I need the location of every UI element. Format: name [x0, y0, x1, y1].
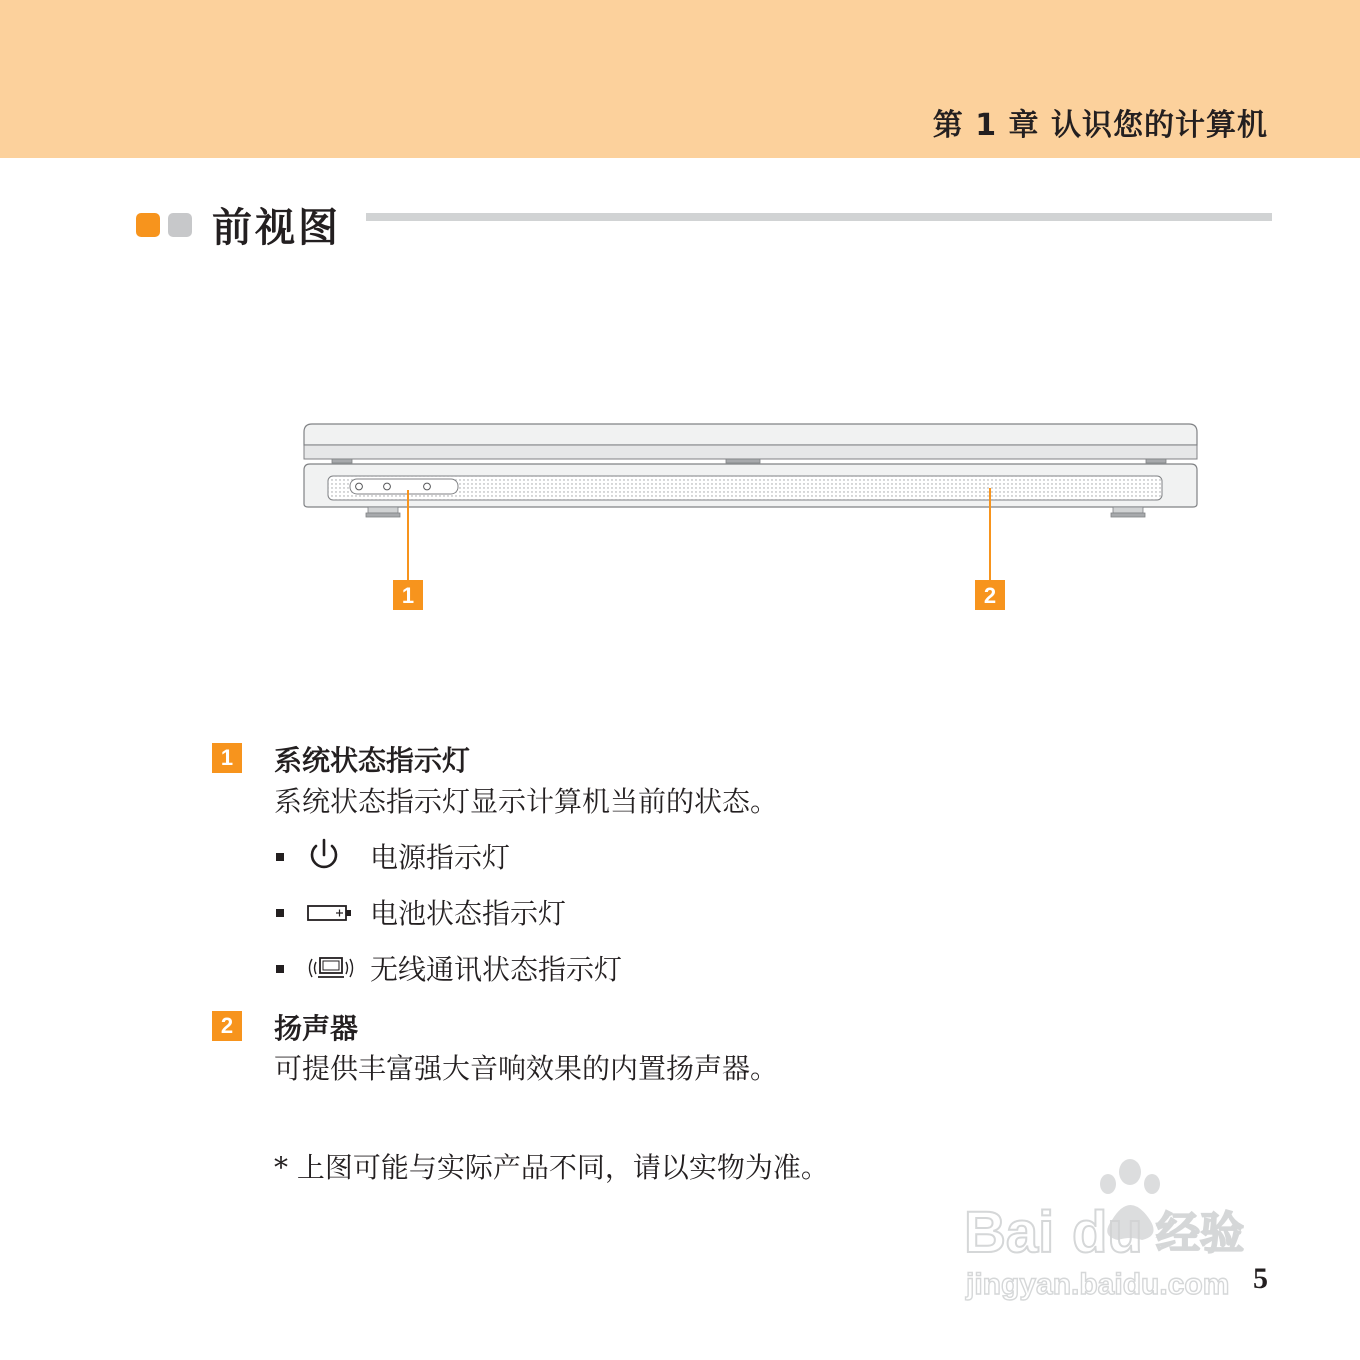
- item-description-status-lights: 系统状态指示灯显示计算机当前的状态。: [274, 785, 779, 818]
- svg-text:经验: 经验: [1156, 1208, 1244, 1259]
- wireless-icon: [306, 948, 358, 986]
- item-number-badge-2: 2: [212, 1011, 242, 1041]
- svg-text:Bai: Bai: [964, 1200, 1055, 1265]
- battery-icon: [306, 892, 356, 930]
- bullet-marker: [276, 853, 284, 861]
- callout-label-2: 2: [983, 583, 997, 608]
- section-title: 前视图: [212, 205, 341, 251]
- section-marker-orange: [136, 213, 160, 237]
- bullet-label-power: 电源指示灯: [370, 841, 511, 874]
- laptop-front-view-illustration: [290, 410, 1210, 620]
- bullet-label-wireless: 无线通讯状态指示灯: [370, 953, 623, 986]
- baidu-watermark-logo: [960, 1150, 1280, 1310]
- section-marker-gray: [168, 213, 192, 237]
- bullet-marker: [276, 909, 284, 917]
- chapter-title: 第 1 章 认识您的计算机: [932, 108, 1268, 143]
- page-number: 5: [1253, 1262, 1268, 1295]
- title-rule: [366, 213, 1272, 221]
- item-description-speakers: 可提供丰富强大音响效果的内置扬声器。: [274, 1052, 779, 1085]
- item-number-badge-1: 1: [212, 743, 242, 773]
- svg-text:jingyan.baidu.com: jingyan.baidu.com: [966, 1268, 1230, 1301]
- footnote: * 上图可能与实际产品不同，请以实物为准。: [274, 1151, 829, 1184]
- svg-text:du: du: [1072, 1200, 1143, 1265]
- item-title-status-lights: 系统状态指示灯: [274, 744, 471, 777]
- item-title-speakers: 扬声器: [274, 1012, 359, 1045]
- power-icon: [306, 836, 342, 874]
- bullet-marker: [276, 965, 284, 973]
- callout-label-1: 1: [401, 583, 415, 608]
- bullet-label-battery: 电池状态指示灯: [370, 897, 567, 930]
